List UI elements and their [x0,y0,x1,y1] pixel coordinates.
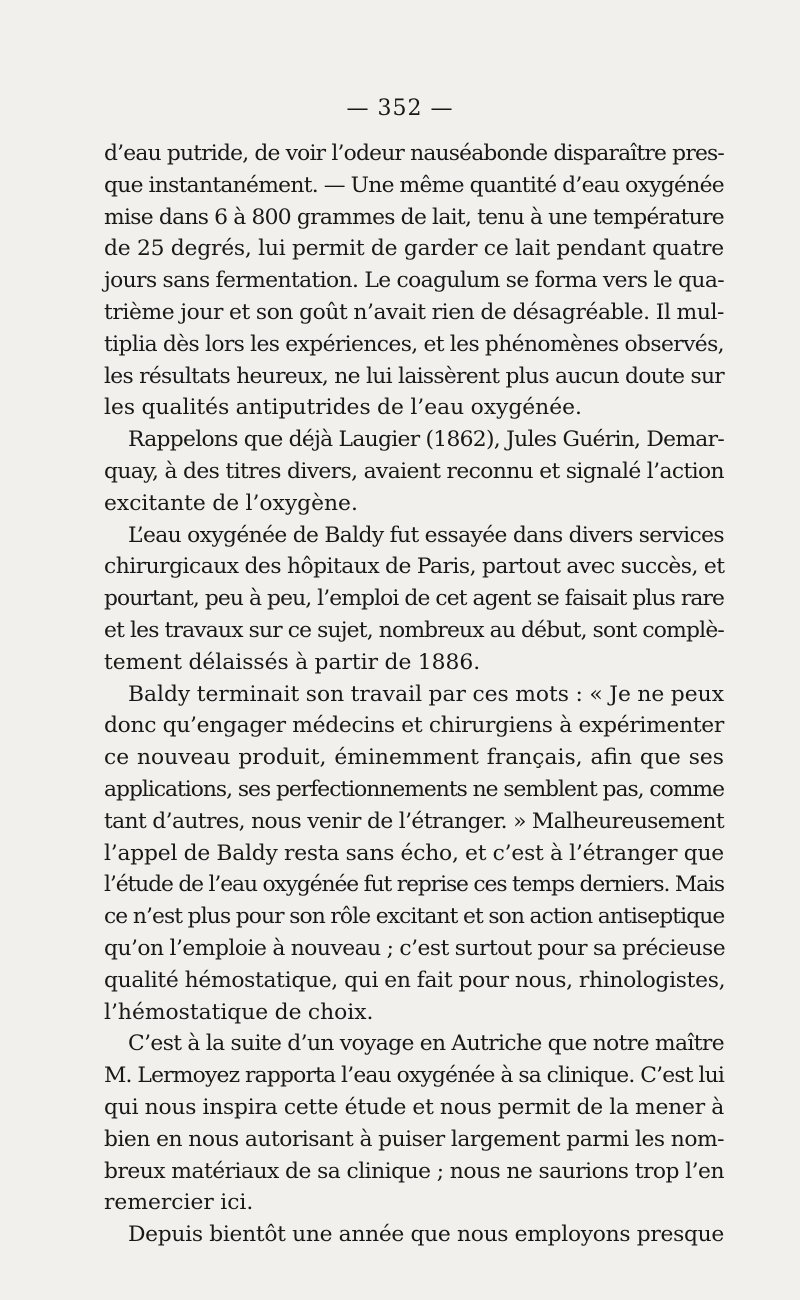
text-line: applications, ses perfectionnements ne semblent pas, comme [104,776,724,802]
text-line: breux matériaux de sa clinique ; nous ne saurions trop l’en [104,1158,724,1184]
text-line: bien en nous autorisant à puiser largement parmi les nom- [104,1126,724,1152]
text-line: ce n’est plus pour son rôle excitant et son action antiseptique [104,904,725,930]
text-line: M. Lermoyez rapporta l’eau oxygénée à sa clinique. C’est lui [104,1063,724,1089]
page-number: — 352 — [346,96,454,121]
text-line: jours sans fermentation. Le coagulum se forma vers le qua- [104,268,724,294]
text-line: que instantanément. — Une même quantité d’eau oxygénée [104,172,724,198]
text-line: tement délaissés à partir de 1886. [104,649,481,675]
text-line: qui nous inspira cette étude et nous permit de la mener à [104,1094,724,1120]
text-line: l’appel de Baldy resta sans écho, et c’est à l’étranger que [104,840,724,866]
text-line: tiplia dès lors les expériences, et les phénomènes observés, [104,331,724,357]
text-line: les qualités antiputrides de l’eau oxygénée. [104,395,582,421]
text-line: remercier ici. [104,1190,254,1216]
text-line: Depuis bientôt une année que nous employons presque [128,1222,724,1248]
body-text [104,138,724,1251]
text-line: ce nouveau produit, éminemment français, afin que ses [104,745,724,771]
text-line: qualité hémostatique, qui en fait pour nous, rhinologistes, [104,967,726,993]
text-line: C’est à la suite d’un voyage en Autriche que notre maître [128,1031,724,1057]
text-line: qu’on l’emploie à nouveau ; c’est surtout pour sa précieuse [104,935,726,961]
text-line: quay, à des titres divers, avaient reconnu et signalé l’action [104,458,724,484]
text-line: excitante de l’oxygène. [104,490,358,516]
text-line: l’hémostatique de choix. [104,999,374,1025]
text-line: les résultats heureux, ne lui laissèrent plus aucun doute sur [104,363,724,389]
text-line: l’étude de l’eau oxygénée fut reprise ces temps derniers. Mais [104,872,724,898]
text-line: pourtant, peu à peu, l’emploi de cet agent se faisait plus rare [104,586,724,612]
text-line: et les travaux sur ce sujet, nombreux au début, sont complè- [104,617,724,643]
text-line: mise dans 6 à 800 grammes de lait, tenu à une température [104,204,724,230]
text-line: Rappelons que déjà Laugier (1862), Jules Guérin, Demar- [128,427,724,453]
text-line: L’eau oxygénée de Baldy fut essayée dans divers services [128,522,724,548]
text-line: trième jour et son goût n’avait rien de désagréable. Il mul- [104,299,724,325]
text-line: de 25 degrés, lui permit de garder ce lait pendant quatre [104,236,724,262]
text-line: d’eau putride, de voir l’odeur nauséabonde disparaître pres- [104,141,724,166]
text-line: tant d’autres, nous venir de l’étranger. » Malheureusement [104,808,724,834]
text-line: chirurgicaux des hôpitaux de Paris, partout avec succès, et [104,554,725,580]
text-line: Baldy terminait son travail par ces mots : « Je ne peux [128,681,724,707]
text-line: donc qu’engager médecins et chirurgiens à expérimenter [104,713,724,739]
